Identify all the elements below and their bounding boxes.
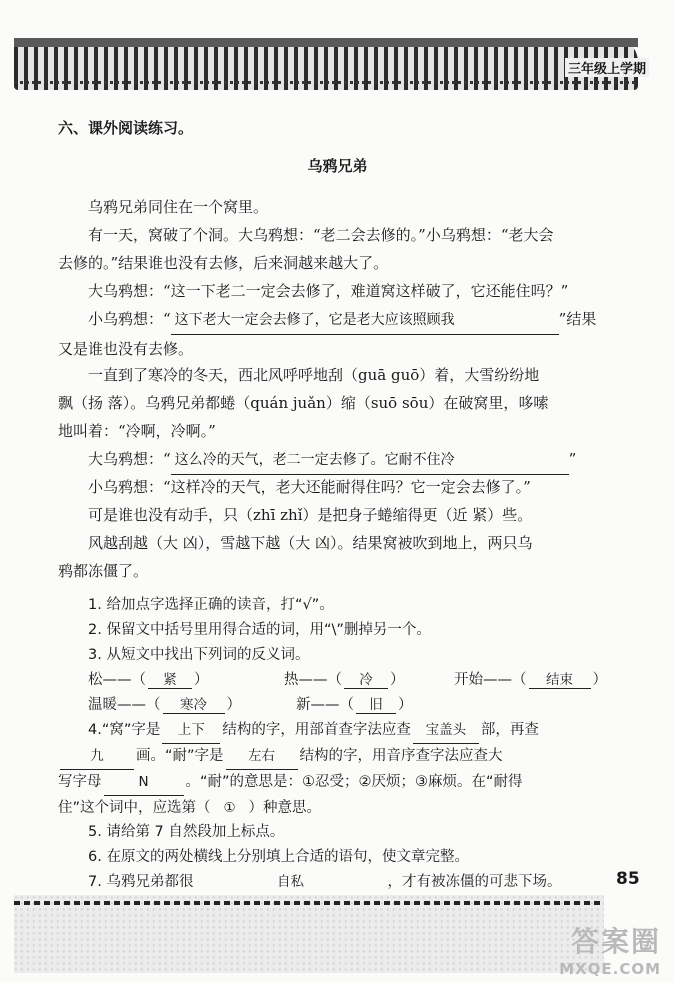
- antonym-item: [88, 693, 241, 714]
- question-1: 1. 给加点字选择正确的读音，打“√”。: [88, 597, 334, 613]
- antonym-word: 开始——（: [454, 672, 527, 688]
- antonym-close: ）: [194, 672, 209, 688]
- antonym-close: ）: [398, 697, 413, 713]
- story-line: 又是谁也没有去修。: [58, 340, 194, 358]
- antonym-answer[interactable]: 结束: [529, 668, 591, 689]
- story-line: 地叫着：“冷啊，冷啊。”: [58, 422, 216, 440]
- story-paragraph-8: [58, 501, 618, 529]
- story-title: 乌鸦兄弟: [307, 157, 368, 175]
- antonym-answer[interactable]: 旧: [356, 693, 396, 714]
- question-text: 写字母: [58, 774, 102, 790]
- story-line: 鸦都冻僵了。: [58, 562, 149, 580]
- section-title: 六、课外阅读练习。: [58, 119, 194, 137]
- story-paragraph-6: [58, 445, 618, 475]
- question-7: [88, 870, 628, 896]
- question-4: [58, 718, 628, 821]
- watermark-line-2: MXQE.COM: [559, 960, 661, 978]
- story-paragraph-2: [58, 221, 618, 277]
- story-paragraph-7: [58, 473, 618, 501]
- antonym-close: ）: [226, 697, 241, 713]
- story-text: ”: [568, 450, 577, 468]
- answer-letter[interactable]: N: [104, 770, 184, 796]
- story-paragraph-9: [58, 529, 618, 585]
- answer-meaning[interactable]: ①: [223, 800, 236, 816]
- footer-decorative-band: [14, 895, 604, 973]
- antonym-answer[interactable]: 寒冷: [163, 693, 225, 714]
- question-6: 6. 在原文的两处横线上分别填上合适的语句，使文章完整。: [88, 849, 469, 865]
- question-text: 7. 乌鸦兄弟都很: [88, 874, 194, 890]
- answer-blank-2[interactable]: 这么冷的天气，老二一定去修了。它耐不住冷: [171, 446, 569, 475]
- antonym-row-1: [88, 668, 628, 694]
- question-text: 结构的字，用音序查字法应查大: [299, 748, 503, 764]
- story-line: 小乌鸦想：“这样冷的天气，老大还能耐得住吗？它一定会去修了。”: [88, 478, 531, 496]
- question-text: ）种意思。: [248, 800, 322, 816]
- antonym-answer[interactable]: 紧: [148, 668, 192, 689]
- story-line: 有一天，窝破了个洞。大乌鸦想：“老二会去修的。”小乌鸦想：“老大会: [88, 226, 554, 244]
- story-text: 小乌鸦想：“: [88, 310, 171, 328]
- antonym-row-2: [88, 693, 628, 719]
- answer-blank-1[interactable]: 这下老大一定会去修了，它是老大应该照顾我: [171, 306, 559, 335]
- answer-radical[interactable]: 宝盖头: [413, 718, 479, 744]
- story-line: 风越刮越（大 凶），雪越下越（大 凶）。结果窝被吹到地上，两只乌: [88, 534, 533, 552]
- question-4-line-2: [58, 744, 628, 770]
- story-paragraph-3: [58, 277, 618, 305]
- story-line: 去修的。”结果谁也没有去修，后来洞越来越大了。: [58, 254, 389, 272]
- antonym-item: [454, 668, 607, 689]
- page-number: 85: [616, 869, 640, 889]
- story-line: [58, 445, 618, 475]
- antonym-word: 热——（: [284, 672, 342, 688]
- question-text: 部，再查: [480, 722, 539, 738]
- story-text: 大乌鸦想：“: [88, 450, 171, 468]
- watermark: [559, 920, 661, 978]
- question-text: 住”这个词中，应选第（: [58, 800, 211, 816]
- antonym-item: [284, 668, 405, 689]
- antonym-word: 松——（: [88, 672, 146, 688]
- question-text: 画。“耐”字是: [136, 748, 224, 764]
- antonym-close: ）: [390, 672, 405, 688]
- story-line: 乌鸦兄弟同住在一个窝里。: [88, 198, 269, 216]
- antonym-word: 温暖——（: [88, 697, 161, 713]
- antonym-word: 新——（: [296, 697, 354, 713]
- answer-structure-1[interactable]: 上下: [162, 718, 220, 744]
- antonym-close: ）: [592, 672, 607, 688]
- story-paragraph-1: [58, 193, 618, 221]
- question-text: 4.“窝”字是: [88, 722, 161, 738]
- question-5: 5. 请给第 7 自然段加上标点。: [88, 824, 285, 840]
- story-paragraph-5: [58, 361, 618, 445]
- story-line: 一直到了寒冷的冬天，西北风呼呼地刮（guā guō）着，大雪纷纷地: [88, 366, 540, 384]
- question-3: 3. 从短文中找出下列词的反义词。: [88, 647, 310, 663]
- answer-structure-2[interactable]: 左右: [226, 744, 298, 770]
- question-4-line-3: [58, 770, 628, 796]
- antonym-item: [296, 693, 413, 714]
- answer-stroke-count[interactable]: 九: [60, 744, 134, 770]
- grade-label: 三年级上学期: [565, 58, 649, 77]
- header-decorative-band: [14, 38, 638, 90]
- question-2: 2. 保留文中括号里用得合适的词，用“\”删掉另一个。: [88, 622, 431, 638]
- answer-trait[interactable]: 自私: [195, 870, 385, 896]
- story-text: ”结果: [558, 310, 597, 328]
- story-line: 大乌鸦想：“这一下老二一定会去修了，难道窝这样破了，它还能住吗？”: [88, 282, 569, 300]
- question-text: ，才有被冻僵的可悲下场。: [387, 874, 562, 890]
- story-line: 可是谁也没有动手，只（zhī zhǐ）是把身子蜷缩得更（近 紧）些。: [88, 506, 533, 524]
- watermark-line-1: 答案圈: [570, 925, 661, 958]
- question-text: 结构的字，用部首查字法应查: [222, 722, 411, 738]
- story-line: 飘（扬 落）。乌鸦兄弟都蜷（quán juǎn）缩（suō sōu）在破窝里，哆嗦: [58, 394, 549, 412]
- story-paragraph-4: [58, 305, 618, 363]
- question-4-line-4: [58, 796, 628, 821]
- antonym-answer[interactable]: 冷: [344, 668, 388, 689]
- question-4-line-1: [58, 718, 628, 744]
- question-text: 。“耐”的意思是：①忍受；②厌烦；③麻烦。在“耐得: [185, 774, 523, 790]
- antonym-item: [88, 668, 209, 689]
- story-line: [58, 305, 618, 335]
